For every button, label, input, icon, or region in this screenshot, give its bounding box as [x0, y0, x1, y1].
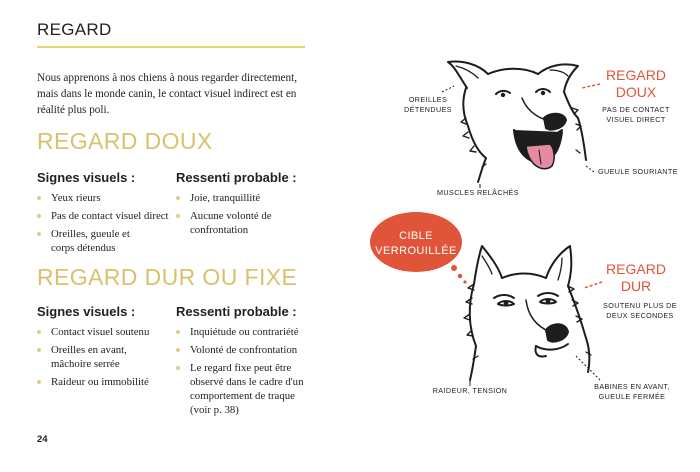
feelings-list [176, 191, 296, 241]
list-item: Yeux rieurs [37, 191, 172, 205]
list-item: Joie, tranquillité [176, 191, 296, 205]
eye-icon [504, 301, 509, 306]
signs-list [37, 191, 172, 259]
signs-list [37, 325, 172, 393]
mouth-label: GUEULE SOURIANTE [598, 167, 678, 176]
illustration-subtitle-soft: VISUEL DIRECT [606, 115, 666, 124]
list-item: Volonté de confrontation [176, 343, 306, 357]
ears-label: DÉTENDUES [404, 105, 452, 114]
eye-icon [501, 93, 505, 97]
title-divider [37, 46, 305, 48]
illustration-subtitle-hard: DEUX SECONDES [606, 311, 674, 320]
illustration-title-soft: DOUX [615, 84, 657, 100]
list-item: Pas de contact visuel direct [37, 209, 172, 223]
soft-gaze-dog-illustration [448, 62, 586, 183]
section-heading-regard-dur: REGARD DUR OU FIXE [37, 264, 298, 290]
illustration-subtitle-hard: SOUTENU PLUS DE [603, 301, 677, 310]
eye-icon [546, 299, 551, 304]
list-item: Aucune volonté de confrontation [176, 209, 282, 237]
illustration-title-hard: REGARD [606, 261, 666, 277]
ears-label: OREILLES [408, 95, 448, 104]
signs-title: Signes visuels : [37, 170, 136, 185]
speech-bubble [370, 212, 462, 272]
muscles-label: MUSCLES RELÂCHÉS [437, 188, 519, 197]
page-number: 24 [37, 434, 48, 445]
eye-icon [541, 91, 545, 95]
dog-illustrations [350, 0, 700, 472]
illustration-title-soft: REGARD [606, 67, 666, 83]
illustration-subtitle-soft: PAS DE CONTACT [602, 105, 670, 114]
signs-title: Signes visuels : [37, 304, 136, 319]
list-item: Raideur ou immobilité [37, 375, 172, 389]
list-item: Le regard fixe peut être observé dans le cadre d'un comportement de traque (voir p. 38) [176, 361, 306, 417]
feelings-list [176, 325, 306, 421]
jaw-label: BABINES EN AVANT, [594, 382, 670, 391]
tension-label: RAIDEUR, TENSION [432, 386, 508, 395]
jaw-label: GUEULE FERMÉE [598, 392, 666, 401]
intro-paragraph: Nous apprenons à nos chiens à nous regarder directement, mais dans le monde canin, le contact visuel indirect est en réalité plus poli. [37, 72, 298, 116]
bubble-text: VERROUILLÉE [375, 245, 457, 257]
illustration-title-hard: DUR [620, 278, 652, 294]
hard-gaze-dog-illustration [464, 246, 591, 380]
list-item: Oreilles en avant, mâchoire serrée [37, 343, 159, 371]
bubble-text: CIBLE [399, 230, 433, 242]
list-item: Inquiétude ou contrariété [176, 325, 306, 339]
list-item: Contact visuel soutenu [37, 325, 172, 339]
page-title: REGARD [37, 20, 112, 39]
list-item: Oreilles, gueule et corps détendus [37, 227, 147, 255]
section-heading-regard-doux: REGARD DOUX [37, 128, 213, 154]
feelings-title: Ressenti probable : [176, 170, 297, 185]
feelings-title: Ressenti probable : [176, 304, 297, 319]
